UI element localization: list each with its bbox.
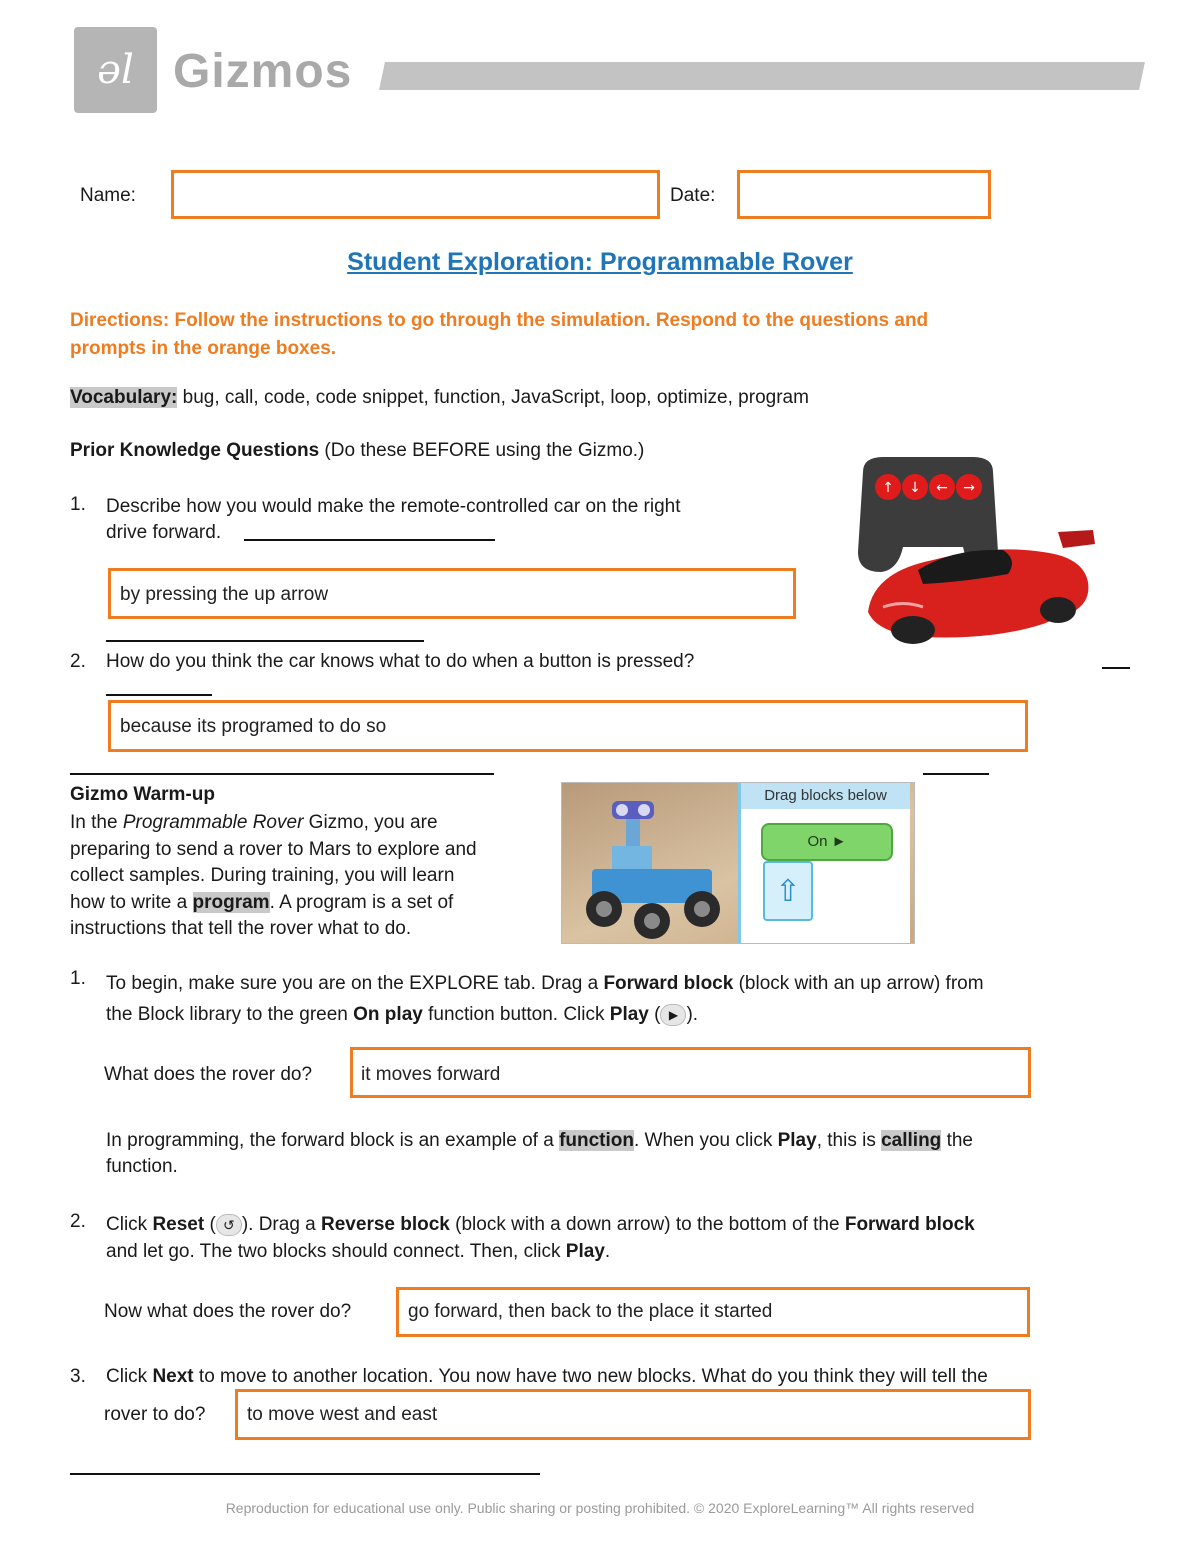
q2-answer-underline-right <box>923 773 989 775</box>
svg-text:←: ← <box>936 480 948 496</box>
prior-q1-text: Describe how you would make the remote-controlled car on the right drive forward. <box>106 496 681 543</box>
prior-q2-text: How do you think the car knows what to do when a button is pressed? <box>106 651 695 672</box>
step2-number: 2. <box>70 1211 86 1232</box>
vocabulary-label: Vocabulary: <box>70 387 178 408</box>
warmup-paragraph: In the Programmable Rover Gizmo, you are preparing to send a rover to Mars to explore and collect samples. During training, you will learn how to write a program. A program is a set of instructions that tell the rover what to do. <box>70 812 477 939</box>
name-label: Name: <box>80 185 136 206</box>
svg-text:↑: ↑ <box>882 480 894 496</box>
step3-question: rover to do? <box>104 1404 206 1425</box>
date-label: Date: <box>670 185 716 206</box>
prior-knowledge-heading: Prior Knowledge Questions (Do these BEFORE using the Gizmo.) <box>70 440 645 461</box>
page-title: Student Exploration: Programmable Rover <box>347 248 853 276</box>
vocabulary <box>70 387 809 409</box>
q1-answer-underline <box>106 640 424 642</box>
forward-block <box>763 861 813 921</box>
blocks-panel-header: Drag blocks below <box>741 783 910 809</box>
step1-text: To begin, make sure you are on the EXPLORE tab. Drag a Forward block (block with an up arrow) from the Block library to the green On play function button. Click Play ( ▶ ). <box>106 973 984 1025</box>
name-field[interactable] <box>171 170 660 219</box>
step3-number: 3. <box>70 1366 86 1387</box>
warmup-heading: Gizmo Warm-up <box>70 784 215 805</box>
rc-car-image <box>843 452 1103 647</box>
reset-icon: ↺ <box>216 1214 242 1236</box>
step1-note: In programming, the forward block is an example of a function. When you click Play, this is calling the function. <box>106 1130 973 1177</box>
gizmo-screenshot <box>561 782 915 944</box>
svg-text:→: → <box>963 480 975 496</box>
date-field[interactable] <box>737 170 991 219</box>
footer: Reproduction for educational use only. Public sharing or posting prohibited. © 2020 ExploreLearning™ All rights reserved <box>225 1500 975 1516</box>
q2-underline <box>106 694 212 696</box>
logo-glyph: əl <box>97 47 134 93</box>
brand-name: Gizmos <box>173 45 353 98</box>
step1-answer: it moves forward <box>361 1064 501 1085</box>
prior-q2-number: 2. <box>70 651 86 672</box>
play-icon: ▶ <box>660 1004 686 1026</box>
step3-answer: to move west and east <box>247 1404 438 1425</box>
q2-dash <box>1102 667 1130 669</box>
up-arrow-icon: ⇧ <box>775 874 801 908</box>
logo <box>74 27 157 113</box>
q2-answer: because its programed to do so <box>120 716 387 737</box>
q1-answer: by pressing the up arrow <box>120 584 329 605</box>
prior-q1-number: 1. <box>70 494 86 515</box>
step2-answer: go forward, then back to the place it started <box>408 1301 773 1322</box>
step3-text: Click Next to move to another location. You now have two new blocks. What do you think they will tell the <box>106 1366 988 1387</box>
svg-text:↓: ↓ <box>909 480 921 496</box>
bottom-underline <box>70 1473 540 1475</box>
q1-underline <box>244 539 495 541</box>
step1-question: What does the rover do? <box>104 1064 313 1085</box>
step2-question: Now what does the rover do? <box>104 1301 352 1322</box>
step1-number: 1. <box>70 968 86 989</box>
step2-text: Click Reset ( ↺ ). Drag a Reverse block (block with a down arrow) to the bottom of the Forward block and let go. The two blocks should connect. Then, click Play. <box>106 1214 975 1262</box>
on-block: On ► <box>761 823 893 861</box>
vocabulary-terms: bug, call, code, code snippet, function, JavaScript, loop, optimize, program <box>177 387 809 408</box>
directions: Directions: Follow the instructions to go through the simulation. Respond to the questions and prompts in the orange boxes. <box>70 310 929 359</box>
blocks-panel <box>738 783 910 944</box>
header-bar <box>379 62 1145 90</box>
q2-answer-underline <box>70 773 494 775</box>
rover-image <box>574 791 744 941</box>
